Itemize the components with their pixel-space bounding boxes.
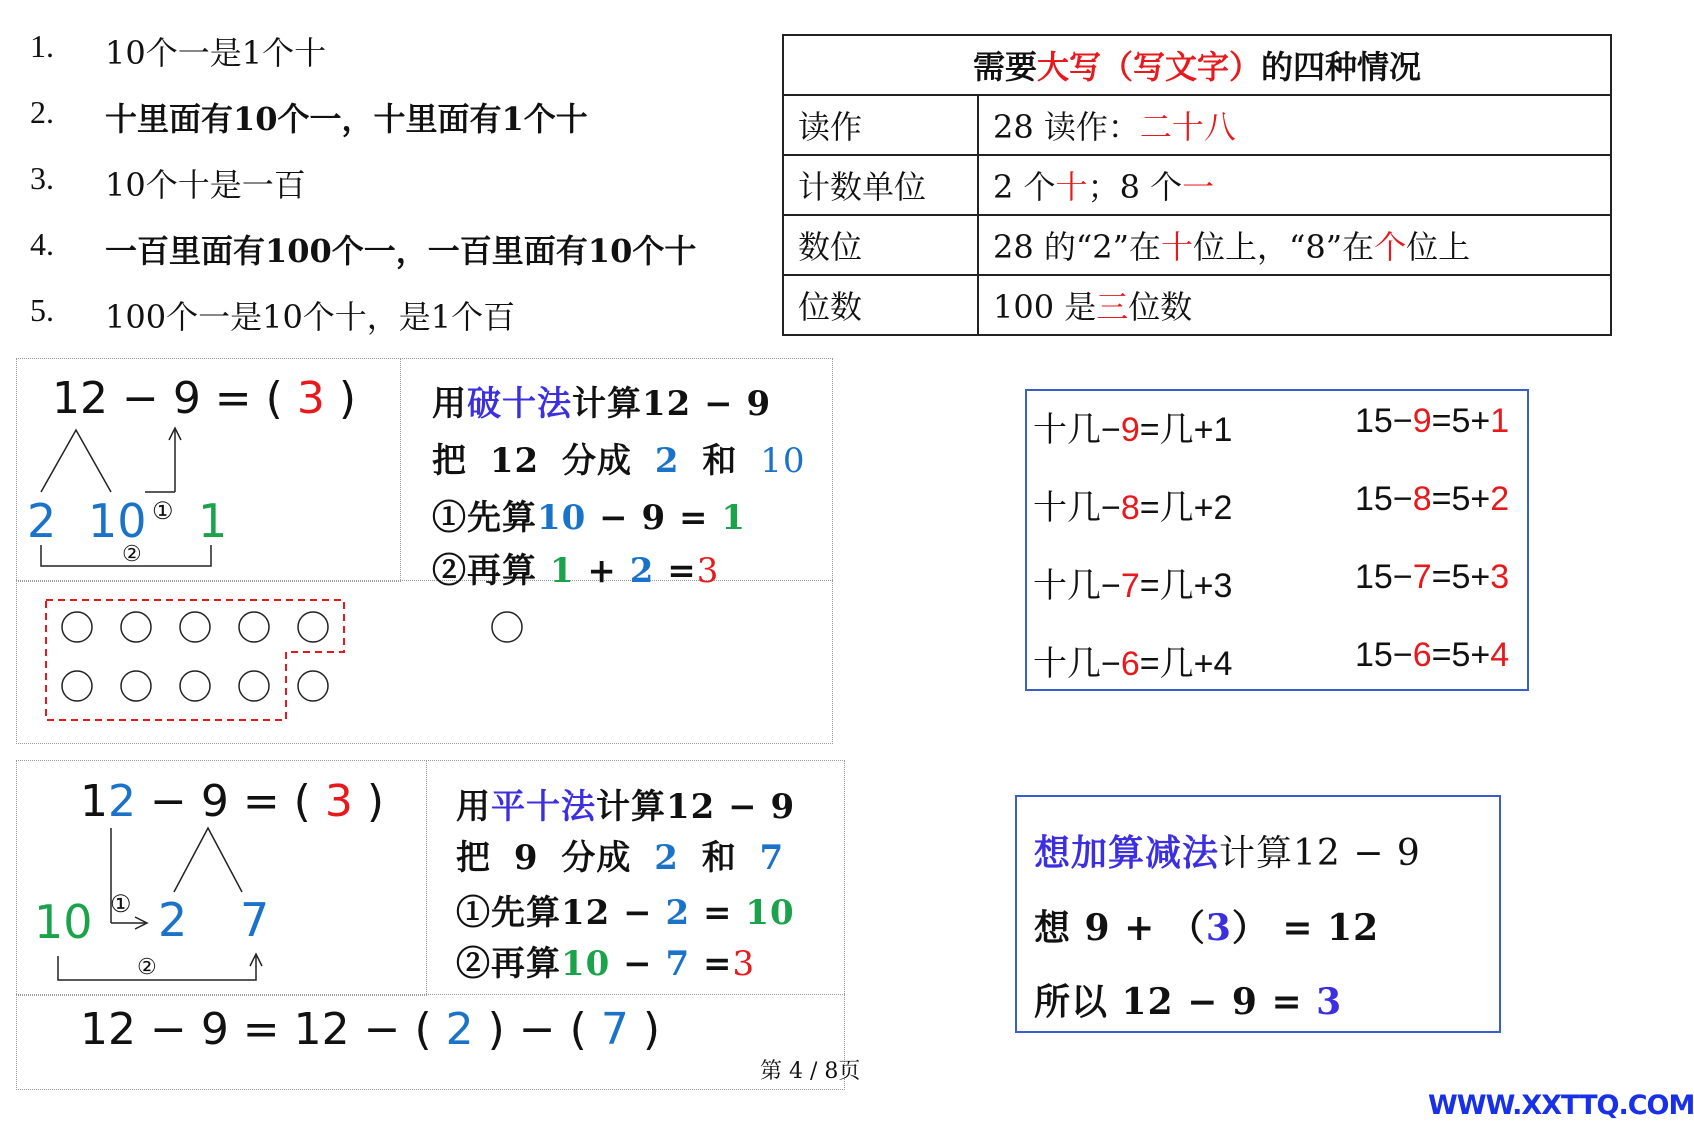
think-result: 所以 12 − 9 = 3 bbox=[1034, 981, 1343, 1023]
page-number: 第 4 / 8页 bbox=[760, 1059, 861, 1084]
split-part-middle: 2 bbox=[158, 893, 188, 947]
table-row: 计数单位 2 个十；8 个一 bbox=[783, 155, 1611, 215]
method-step-one: ①先算10 − 9 = 1 bbox=[432, 498, 746, 538]
split-part-right: 7 bbox=[240, 893, 270, 947]
level-ten-equation: 12 − 9 = ( 3 ) bbox=[80, 776, 385, 827]
table-title: 需要大写（写文字）的四种情况 bbox=[783, 35, 1611, 95]
step-one-mark: ① bbox=[152, 497, 174, 525]
capital-writing-table bbox=[782, 34, 1612, 336]
site-watermark[interactable]: WWW.XXTTQ.COM bbox=[1428, 1090, 1694, 1121]
method-split-line: 把 12 分成 2 和 10 bbox=[432, 441, 806, 481]
table-row: 数位 28 的“2”在十位上，“8”在个位上 bbox=[783, 215, 1611, 275]
rule-right: 15−6=5+4 bbox=[1355, 636, 1510, 674]
think-title: 想加算减法计算12 − 9 bbox=[1034, 832, 1421, 874]
method-title: 用平十法计算12 − 9 bbox=[456, 787, 796, 827]
counters-diagram bbox=[40, 592, 540, 732]
step-two-mark: ② bbox=[122, 542, 142, 567]
rule-left: 十几−6=几+4 bbox=[1033, 645, 1233, 683]
rule-left: 十几−8=几+2 bbox=[1033, 489, 1233, 527]
rule-right: 15−9=5+1 bbox=[1355, 402, 1510, 440]
split-result: 1 bbox=[198, 494, 228, 548]
split-part-middle: 10 bbox=[88, 494, 147, 548]
step-two-mark: ② bbox=[137, 955, 157, 980]
method-step-two: ②再算 1 + 2 =3 bbox=[432, 551, 720, 591]
table-row: 读作 28 读作：二十八 bbox=[783, 95, 1611, 155]
split-part-left: 2 bbox=[27, 494, 57, 548]
rule-left: 十几−7=几+3 bbox=[1033, 567, 1233, 605]
split-part-left: 10 bbox=[34, 895, 93, 949]
break-ten-equation: 12 − 9 = ( 3 ) bbox=[52, 373, 356, 424]
method-title: 用破十法计算12 − 9 bbox=[432, 384, 772, 424]
method-split-line: 把 9 分成 2 和 7 bbox=[456, 838, 785, 878]
rule-left: 十几−9=几+1 bbox=[1033, 411, 1233, 449]
method-step-two: ②再算10 − 7 =3 bbox=[456, 944, 756, 984]
rule-right: 15−7=5+3 bbox=[1355, 558, 1510, 596]
rule-right: 15−8=5+2 bbox=[1355, 480, 1510, 518]
method-step-one: ①先算12 − 2 = 10 bbox=[456, 893, 795, 933]
think-step: 想 9 + （3） = 12 bbox=[1034, 907, 1380, 949]
decomposition-equation: 12 − 9 = 12 − ( 2 ) − ( 7 ) bbox=[80, 1004, 660, 1055]
table-row: 位数 100 是三位数 bbox=[783, 275, 1611, 335]
step-one-mark: ① bbox=[110, 890, 132, 918]
